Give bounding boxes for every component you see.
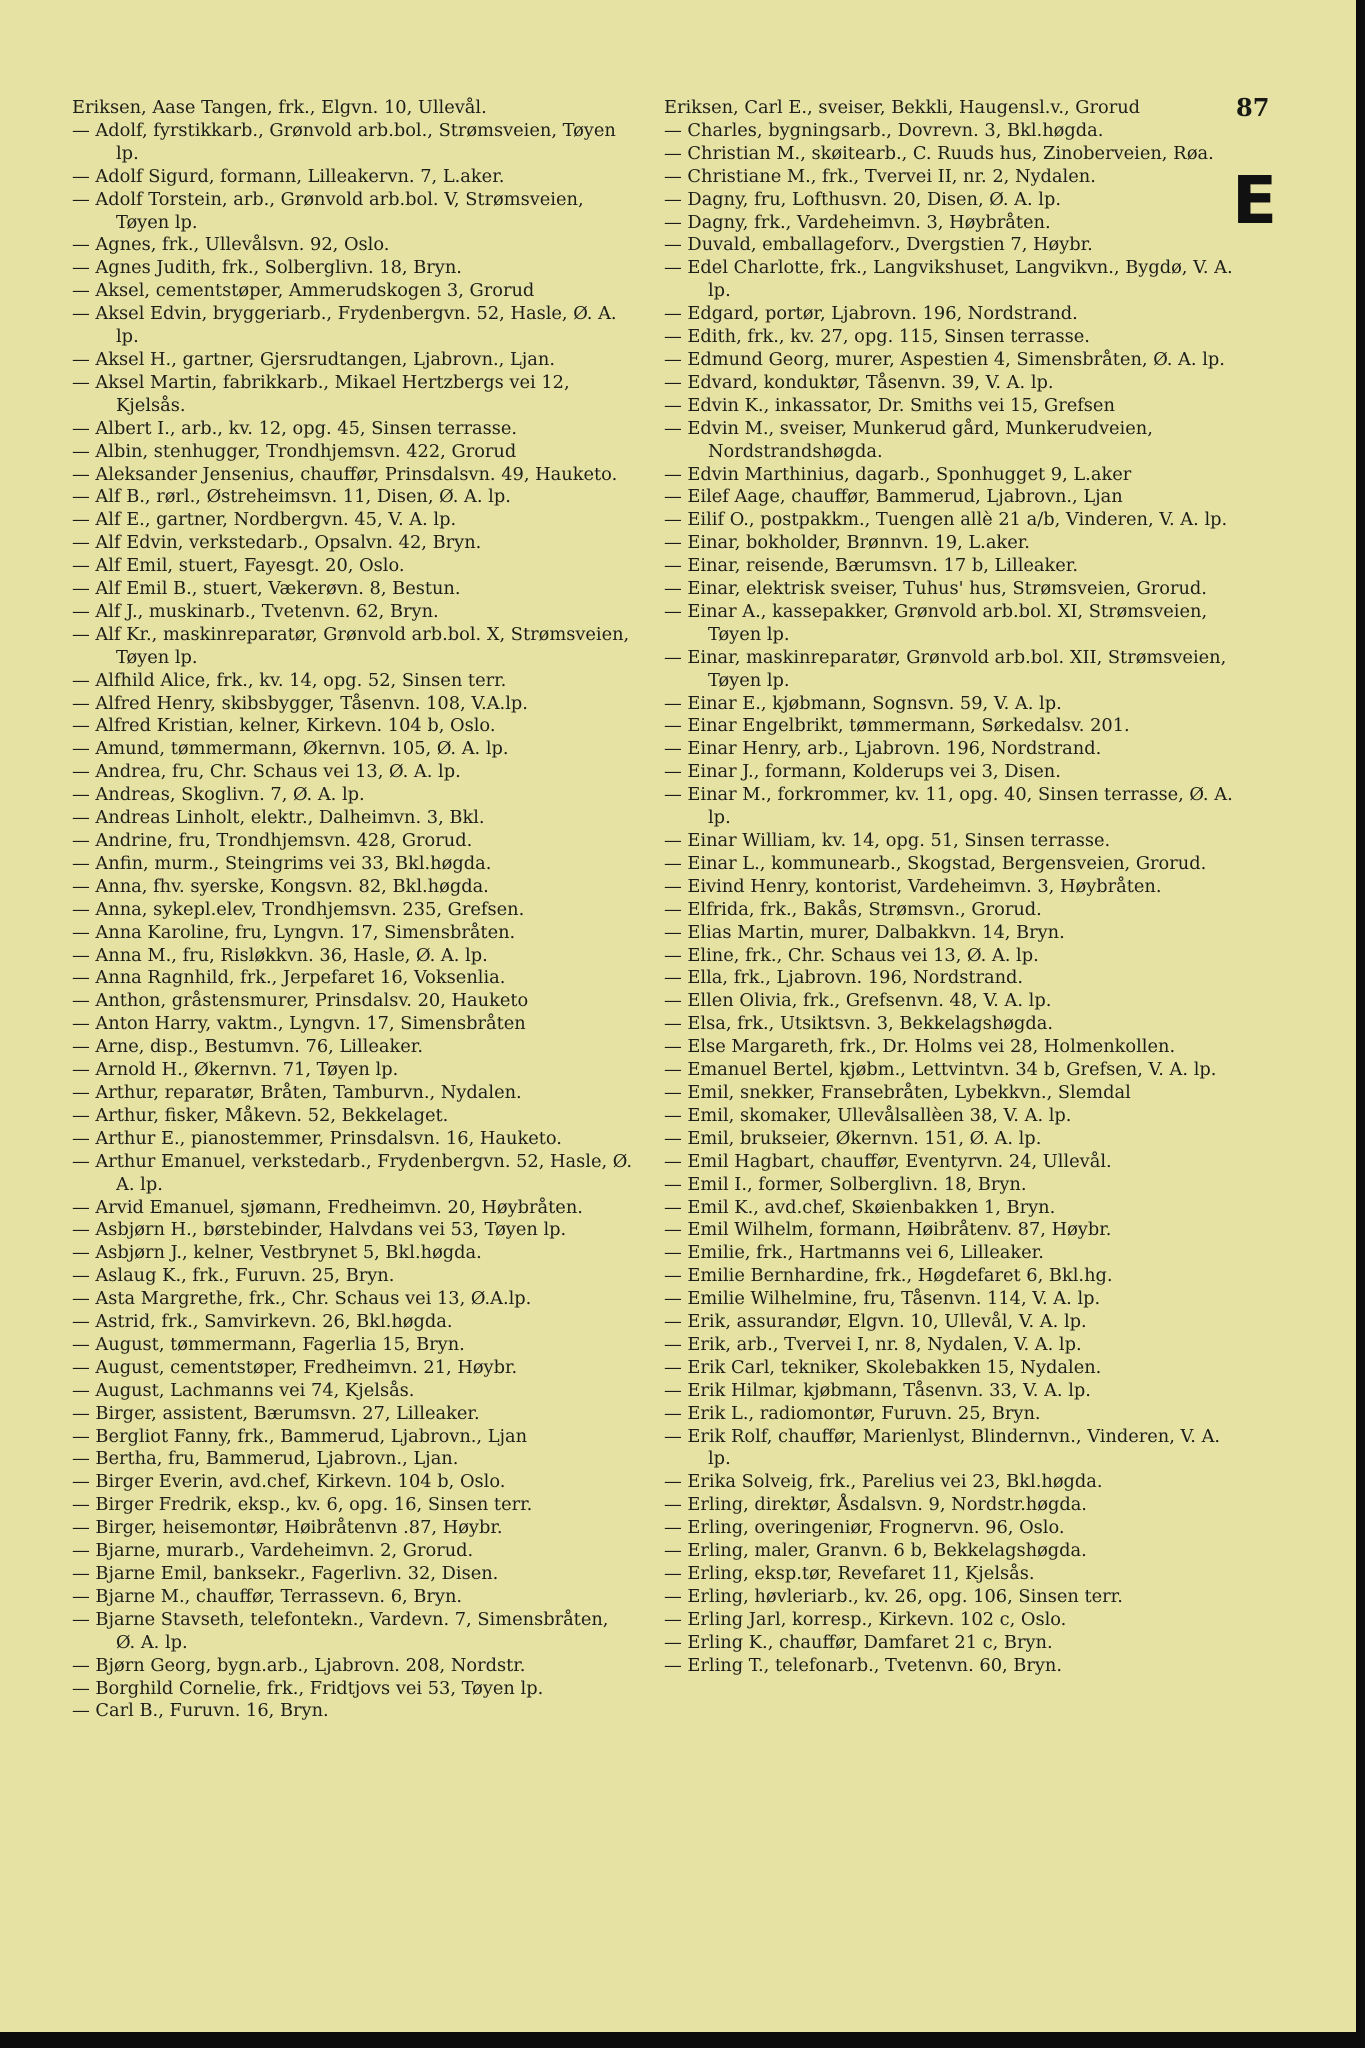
directory-entry: — Ellen Olivia, frk., Grefsenvn. 48, V. A. lp. — [664, 990, 1052, 1012]
directory-entry: — Alfhild Alice, frk., kv. 14, opg. 52, Sinsen terr. — [72, 669, 507, 691]
directory-entry: — Edvin K., inkassator, Dr. Smiths vei 15, Grefsen — [664, 394, 1115, 416]
directory-entry: — Einar, maskinreparatør, Grønvold arb.bol. XII, Strømsveien, Tøyen lp. — [664, 646, 1227, 691]
directory-entry: — August, Lachmanns vei 74, Kjelsås. — [72, 1379, 415, 1401]
directory-entry: — Albin, stenhugger, Trondhjemsvn. 422, Grorud — [72, 440, 517, 462]
directory-entry: — Astrid, frk., Samvirkevn. 26, Bkl.høgda. — [72, 1311, 453, 1333]
directory-entry: — Amund, tømmermann, Økernvn. 105, Ø. A. lp. — [72, 738, 509, 760]
directory-entry: — Adolf Sigurd, formann, Lilleakervn. 7, L.aker. — [72, 165, 505, 187]
directory-entry: — Eilif O., postpakkm., Tuengen allè 21 a/b, Vinderen, V. A. lp. — [664, 509, 1228, 531]
directory-entry: — Elias Martin, murer, Dalbakkvn. 14, Bryn. — [664, 921, 1065, 943]
directory-entry: — Einar M., forkrommer, kv. 11, opg. 40, Sinsen terrasse, Ø. A. lp. — [664, 784, 1233, 829]
directory-entry: — Emilie, frk., Hartmanns vei 6, Lilleaker. — [664, 1242, 1044, 1264]
directory-entry: — Emil Hagbart, chauffør, Eventyrvn. 24, Ullevål. — [664, 1150, 1112, 1172]
directory-entry: — Erling, overingeniør, Frognervn. 96, Oslo. — [664, 1517, 1065, 1539]
directory-entry: — Bergliot Fanny, frk., Bammerud, Ljabrovn., Ljan — [72, 1425, 528, 1447]
directory-entry: — Erling, direktør, Åsdalsvn. 9, Nordstr.høgda. — [664, 1494, 1087, 1516]
directory-entry: — Arne, disp., Bestumvn. 76, Lilleaker. — [72, 1036, 423, 1058]
directory-entry: — Alfred Kristian, kelner, Kirkevn. 104 b, Oslo. — [72, 715, 496, 737]
directory-entry: — Dagny, frk., Vardeheimvn. 3, Høybråten. — [664, 211, 1051, 233]
directory-entry: — Einar E., kjøbmann, Sognsvn. 59, V. A. lp. — [664, 692, 1062, 714]
directory-entry: — Aksel Edvin, bryggeriarb., Frydenbergvn. 52, Hasle, Ø. A. lp. — [72, 303, 617, 348]
directory-entry: — Eilef Aage, chauffør, Bammerud, Ljabrovn., Ljan — [664, 486, 1123, 508]
directory-entry: — Dagny, fru, Lofthusvn. 20, Disen, Ø. A. lp. — [664, 188, 1062, 210]
directory-entry: — Einar J., formann, Kolderups vei 3, Disen. — [664, 761, 1061, 783]
directory-entry: — Adolf, fyrstikkarb., Grønvold arb.bol., Strømsveien, Tøyen lp. — [72, 119, 616, 164]
directory-entry: — Erik Hilmar, kjøbmann, Tåsenvn. 33, V. A. lp. — [664, 1379, 1091, 1401]
directory-entry: — Bjarne M., chauffør, Terrassevn. 6, Bryn. — [72, 1585, 463, 1607]
directory-entry: — Erika Solveig, frk., Parelius vei 23, Bkl.høgda. — [664, 1471, 1103, 1493]
directory-entry: — Anthon, gråstensmurer, Prinsdalsv. 20, Hauketo — [72, 990, 529, 1012]
directory-entry: — Edvin M., sveiser, Munkerud gård, Munkerudveien, Nordstrandshøgda. — [664, 417, 1153, 462]
section-letter: E — [1232, 162, 1278, 239]
directory-entry: — Erling, maler, Granvn. 6 b, Bekkelagshøgda. — [664, 1540, 1087, 1562]
directory-entry: — Anna, sykepl.elev, Trondhjemsvn. 235, Grefsen. — [72, 898, 525, 920]
directory-entry: — Bertha, fru, Bammerud, Ljabrovn., Ljan. — [72, 1448, 459, 1470]
directory-entry: — Andreas Linholt, elektr., Dalheimvn. 3, Bkl. — [72, 807, 485, 829]
directory-entry: — Einar Henry, arb., Ljabrovn. 196, Nordstrand. — [664, 738, 1102, 760]
directory-entry: — Einar William, kv. 14, opg. 51, Sinsen terrasse. — [664, 830, 1111, 851]
directory-entry: — Erik, arb., Tvervei I, nr. 8, Nydalen, V. A. lp. — [664, 1333, 1082, 1355]
directory-entry: — Agnes Judith, frk., Solberglivn. 18, Bryn. — [72, 257, 462, 279]
directory-entry: — Anna Ragnhild, frk., Jerpefaret 16, Voksenlia. — [72, 967, 506, 989]
directory-entry: — Eivind Henry, kontorist, Vardeheimvn. 3, Høybråten. — [664, 875, 1162, 897]
directory-entry: — Aksel Martin, fabrikkarb., Mikael Hertzbergs vei 12, Kjelsås. — [72, 371, 570, 416]
directory-entry: — Arnold H., Økernvn. 71, Tøyen lp. — [72, 1059, 399, 1081]
directory-entry: — Alfred Henry, skibsbygger, Tåsenvn. 108, V.A.lp. — [72, 692, 528, 714]
directory-entry: — Arthur, fisker, Måkevn. 52, Bekkelaget. — [72, 1104, 449, 1126]
directory-entry: — Albert I., arb., kv. 12, opg. 45, Sinsen terrasse. — [72, 417, 517, 439]
directory-entry: — Anna, fhv. syerske, Kongsvn. 82, Bkl.høgda. — [72, 875, 489, 897]
directory-entry: — Edgard, portør, Ljabrovn. 196, Nordstrand. — [664, 303, 1078, 325]
directory-entry: — Alf Emil, stuert, Fayesgt. 20, Oslo. — [72, 555, 405, 577]
directory-entry: — Carl B., Furuvn. 16, Bryn. — [72, 1700, 329, 1722]
directory-entry: — Aleksander Jensenius, chauffør, Prinsdalsvn. 49, Hauketo. — [72, 463, 618, 485]
directory-entry: — August, tømmermann, Fagerlia 15, Bryn. — [72, 1333, 465, 1355]
directory-entry: — Alf J., muskinarb., Tvetenvn. 62, Bryn. — [72, 600, 439, 622]
directory-entry: — Bjarne Stavseth, telefontekn., Vardevn. 7, Simensbråten, Ø. A. lp. — [72, 1608, 609, 1653]
directory-entry: — Erling Jarl, korresp., Kirkevn. 102 c, Oslo. — [664, 1608, 1067, 1630]
directory-entry: — Andrea, fru, Chr. Schaus vei 13, Ø. A. lp. — [72, 761, 461, 783]
directory-entry: — Ella, frk., Ljabrovn. 196, Nordstrand. — [664, 967, 1024, 989]
left-column — [72, 97, 632, 1723]
directory-entry: — Christian M., skøitearb., C. Ruuds hus, Zinoberveien, Røa. — [664, 142, 1214, 164]
directory-entry: — Emanuel Bertel, kjøbm., Lettvintvn. 34 b, Grefsen, V. A. lp. — [664, 1059, 1217, 1081]
directory-entry: — Emilie Wilhelmine, fru, Tåsenvn. 114, V. A. lp. — [664, 1288, 1101, 1310]
right-column — [664, 97, 1234, 1678]
directory-entry: — Asbjørn H., børstebinder, Halvdans vei 53, Tøyen lp. — [72, 1219, 567, 1241]
directory-entry: — Birger, heisemontør, Høibråtenvn .87, Høybr. — [72, 1517, 503, 1539]
directory-entry: — Christiane M., frk., Tvervei II, nr. 2, Nydalen. — [664, 165, 1096, 187]
directory-entry: — Birger Fredrik, eksp., kv. 6, opg. 16, Sinsen terr. — [72, 1494, 533, 1516]
directory-entry: — Einar Engelbrikt, tømmermann, Sørkedalsv. 201. — [664, 715, 1130, 737]
directory-entry: — Edith, frk., kv. 27, opg. 115, Sinsen terrasse. — [664, 326, 1090, 348]
directory-entry: — Erling T., telefonarb., Tvetenvn. 60, Bryn. — [664, 1654, 1063, 1676]
directory-entry: — Erik, assurandør, Elgvn. 10, Ullevål, V. A. lp. — [664, 1311, 1087, 1333]
directory-entry: — Aksel H., gartner, Gjersrudtangen, Ljabrovn., Ljan. — [72, 348, 556, 370]
directory-entry: — Einar L., kommunearb., Skogstad, Bergensveien, Grorud. — [664, 852, 1207, 874]
directory-entry: — Arthur E., pianostemmer, Prinsdalsvn. 16, Hauketo. — [72, 1127, 562, 1149]
directory-entry: — Emil K., avd.chef, Skøienbakken 1, Bryn. — [664, 1196, 1056, 1218]
page-number: 87 — [1236, 93, 1270, 122]
directory-entry: — Emil, snekker, Fransebråten, Lybekkvn., Slemdal — [664, 1081, 1131, 1103]
directory-entry: — Adolf Torstein, arb., Grønvold arb.bol. V, Strømsveien, Tøyen lp. — [72, 188, 584, 233]
directory-entry: — Emilie Bernhardine, frk., Høgdefaret 6, Bkl.hg. — [664, 1265, 1113, 1287]
directory-entry: — Asta Margrethe, frk., Chr. Schaus vei 13, Ø.A.lp. — [72, 1288, 532, 1310]
directory-entry: — Arthur Emanuel, verkstedarb., Frydenbergvn. 52, Hasle, Ø. A. lp. — [72, 1150, 632, 1195]
directory-entry: — Einar, reisende, Bærumsvn. 17 b, Lilleaker. — [664, 555, 1078, 577]
directory-entry: Eriksen, Carl E., sveiser, Bekkli, Haugensl.v., Grorud — [664, 97, 1141, 118]
directory-entry: — Bjørn Georg, bygn.arb., Ljabrovn. 208, Nordstr. — [72, 1654, 526, 1676]
directory-entry: — Arthur, reparatør, Bråten, Tamburvn., Nydalen. — [72, 1081, 522, 1103]
directory-entry: — Emil, brukseier, Økernvn. 151, Ø. A. lp. — [664, 1127, 1042, 1149]
directory-entry: — Emil, skomaker, Ullevålsallèen 38, V. A. lp. — [664, 1104, 1072, 1126]
directory-entry: — Asbjørn J., kelner, Vestbrynet 5, Bkl.høgda. — [72, 1242, 482, 1264]
directory-entry: — Erling K., chauffør, Damfaret 21 c, Bryn. — [664, 1631, 1053, 1653]
directory-entry: — Einar A., kassepakker, Grønvold arb.bol. XI, Strømsveien, Tøyen lp. — [664, 600, 1208, 645]
directory-entry: Eriksen, Aase Tangen, frk., Elgvn. 10, Ullevål. — [72, 97, 487, 118]
directory-entry: — Erling, høvleriarb., kv. 26, opg. 106, Sinsen terr. — [664, 1585, 1123, 1607]
directory-entry: — Erik Rolf, chauffør, Marienlyst, Blindernvn., Vinderen, V. A. lp. — [664, 1425, 1221, 1470]
directory-entry: — Einar, bokholder, Brønnvn. 19, L.aker. — [664, 532, 1030, 554]
directory-entry: — Alf Kr., maskinreparatør, Grønvold arb.bol. X, Strømsveien, Tøyen lp. — [72, 623, 630, 668]
directory-entry: — Aslaug K., frk., Furuvn. 25, Bryn. — [72, 1265, 395, 1287]
directory-entry: — Andrine, fru, Trondhjemsvn. 428, Grorud. — [72, 830, 473, 851]
directory-entry: — Else Margareth, frk., Dr. Holms vei 28, Holmenkollen. — [664, 1036, 1176, 1058]
directory-entry: — Birger Everin, avd.chef, Kirkevn. 104 b, Oslo. — [72, 1471, 506, 1493]
directory-entry: — Bjarne, murarb., Vardeheimvn. 2, Grorud. — [72, 1540, 474, 1562]
directory-entry: — Alf Emil B., stuert, Vækerøvn. 8, Bestun. — [72, 578, 461, 600]
directory-entry: — Alf E., gartner, Nordbergvn. 45, V. A. lp. — [72, 509, 457, 531]
directory-entry: — Aksel, cementstøper, Ammerudskogen 3, Grorud — [72, 280, 535, 302]
directory-entry: — August, cementstøper, Fredheimvn. 21, Høybr. — [72, 1356, 518, 1378]
directory-entry: — Borghild Cornelie, frk., Fridtjovs vei 53, Tøyen lp. — [72, 1677, 544, 1699]
directory-entry: — Edel Charlotte, frk., Langvikshuset, Langvikvn., Bygdø, V. A. lp. — [664, 257, 1233, 302]
directory-entry: — Erling, eksp.tør, Revefaret 11, Kjelsås. — [664, 1563, 1035, 1584]
directory-entry: — Emil Wilhelm, formann, Høibråtenv. 87, Høybr. — [664, 1219, 1112, 1241]
directory-entry: — Anton Harry, vaktm., Lyngvn. 17, Simensbråten — [72, 1013, 526, 1035]
directory-entry: — Bjarne Emil, banksekr., Fagerlivn. 32, Disen. — [72, 1563, 499, 1584]
directory-entry: — Edmund Georg, murer, Aspestien 4, Simensbråten, Ø. A. lp. — [664, 348, 1225, 370]
directory-entry: — Erik Carl, tekniker, Skolebakken 15, Nydalen. — [664, 1356, 1102, 1378]
directory-entry: — Duvald, emballageforv., Dvergstien 7, Høybr. — [664, 234, 1093, 256]
directory-entry: — Agnes, frk., Ullevålsvn. 92, Oslo. — [72, 234, 390, 256]
directory-entry: — Edvard, konduktør, Tåsenvn. 39, V. A. lp. — [664, 371, 1054, 393]
directory-entry: — Andreas, Skoglivn. 7, Ø. A. lp. — [72, 784, 365, 806]
directory-entry: — Emil I., former, Solberglivn. 18, Bryn. — [664, 1173, 1027, 1195]
directory-entry: — Arvid Emanuel, sjømann, Fredheimvn. 20, Høybråten. — [72, 1196, 583, 1218]
directory-entry: — Elsa, frk., Utsiktsvn. 3, Bekkelagshøgda. — [664, 1013, 1053, 1035]
directory-entry: — Anfin, murm., Steingrims vei 33, Bkl.høgda. — [72, 852, 492, 874]
directory-entry: — Elfrida, frk., Bakås, Strømsvn., Grorud. — [664, 898, 1042, 920]
directory-entry: — Birger, assistent, Bærumsvn. 27, Lilleaker. — [72, 1402, 480, 1424]
directory-entry: — Alf Edvin, verkstedarb., Opsalvn. 42, Bryn. — [72, 532, 482, 554]
scan-border — [0, 2032, 1365, 2048]
directory-entry: — Alf B., rørl., Østreheimsvn. 11, Disen, Ø. A. lp. — [72, 486, 511, 508]
directory-entry: — Anna Karoline, fru, Lyngvn. 17, Simensbråten. — [72, 921, 516, 943]
directory-entry: — Einar, elektrisk sveiser, Tuhus' hus, Strømsveien, Grorud. — [664, 578, 1207, 600]
directory-entry: — Eline, frk., Chr. Schaus vei 13, Ø. A. lp. — [664, 944, 1039, 966]
directory-entry: — Erik L., radiomontør, Furuvn. 25, Bryn. — [664, 1402, 1041, 1424]
directory-entry: — Charles, bygningsarb., Dovrevn. 3, Bkl.høgda. — [664, 119, 1104, 141]
directory-entry: — Edvin Marthinius, dagarb., Sponhugget 9, L.aker — [664, 463, 1132, 485]
directory-entry: — Anna M., fru, Risløkkvn. 36, Hasle, Ø. A. lp. — [72, 944, 488, 966]
